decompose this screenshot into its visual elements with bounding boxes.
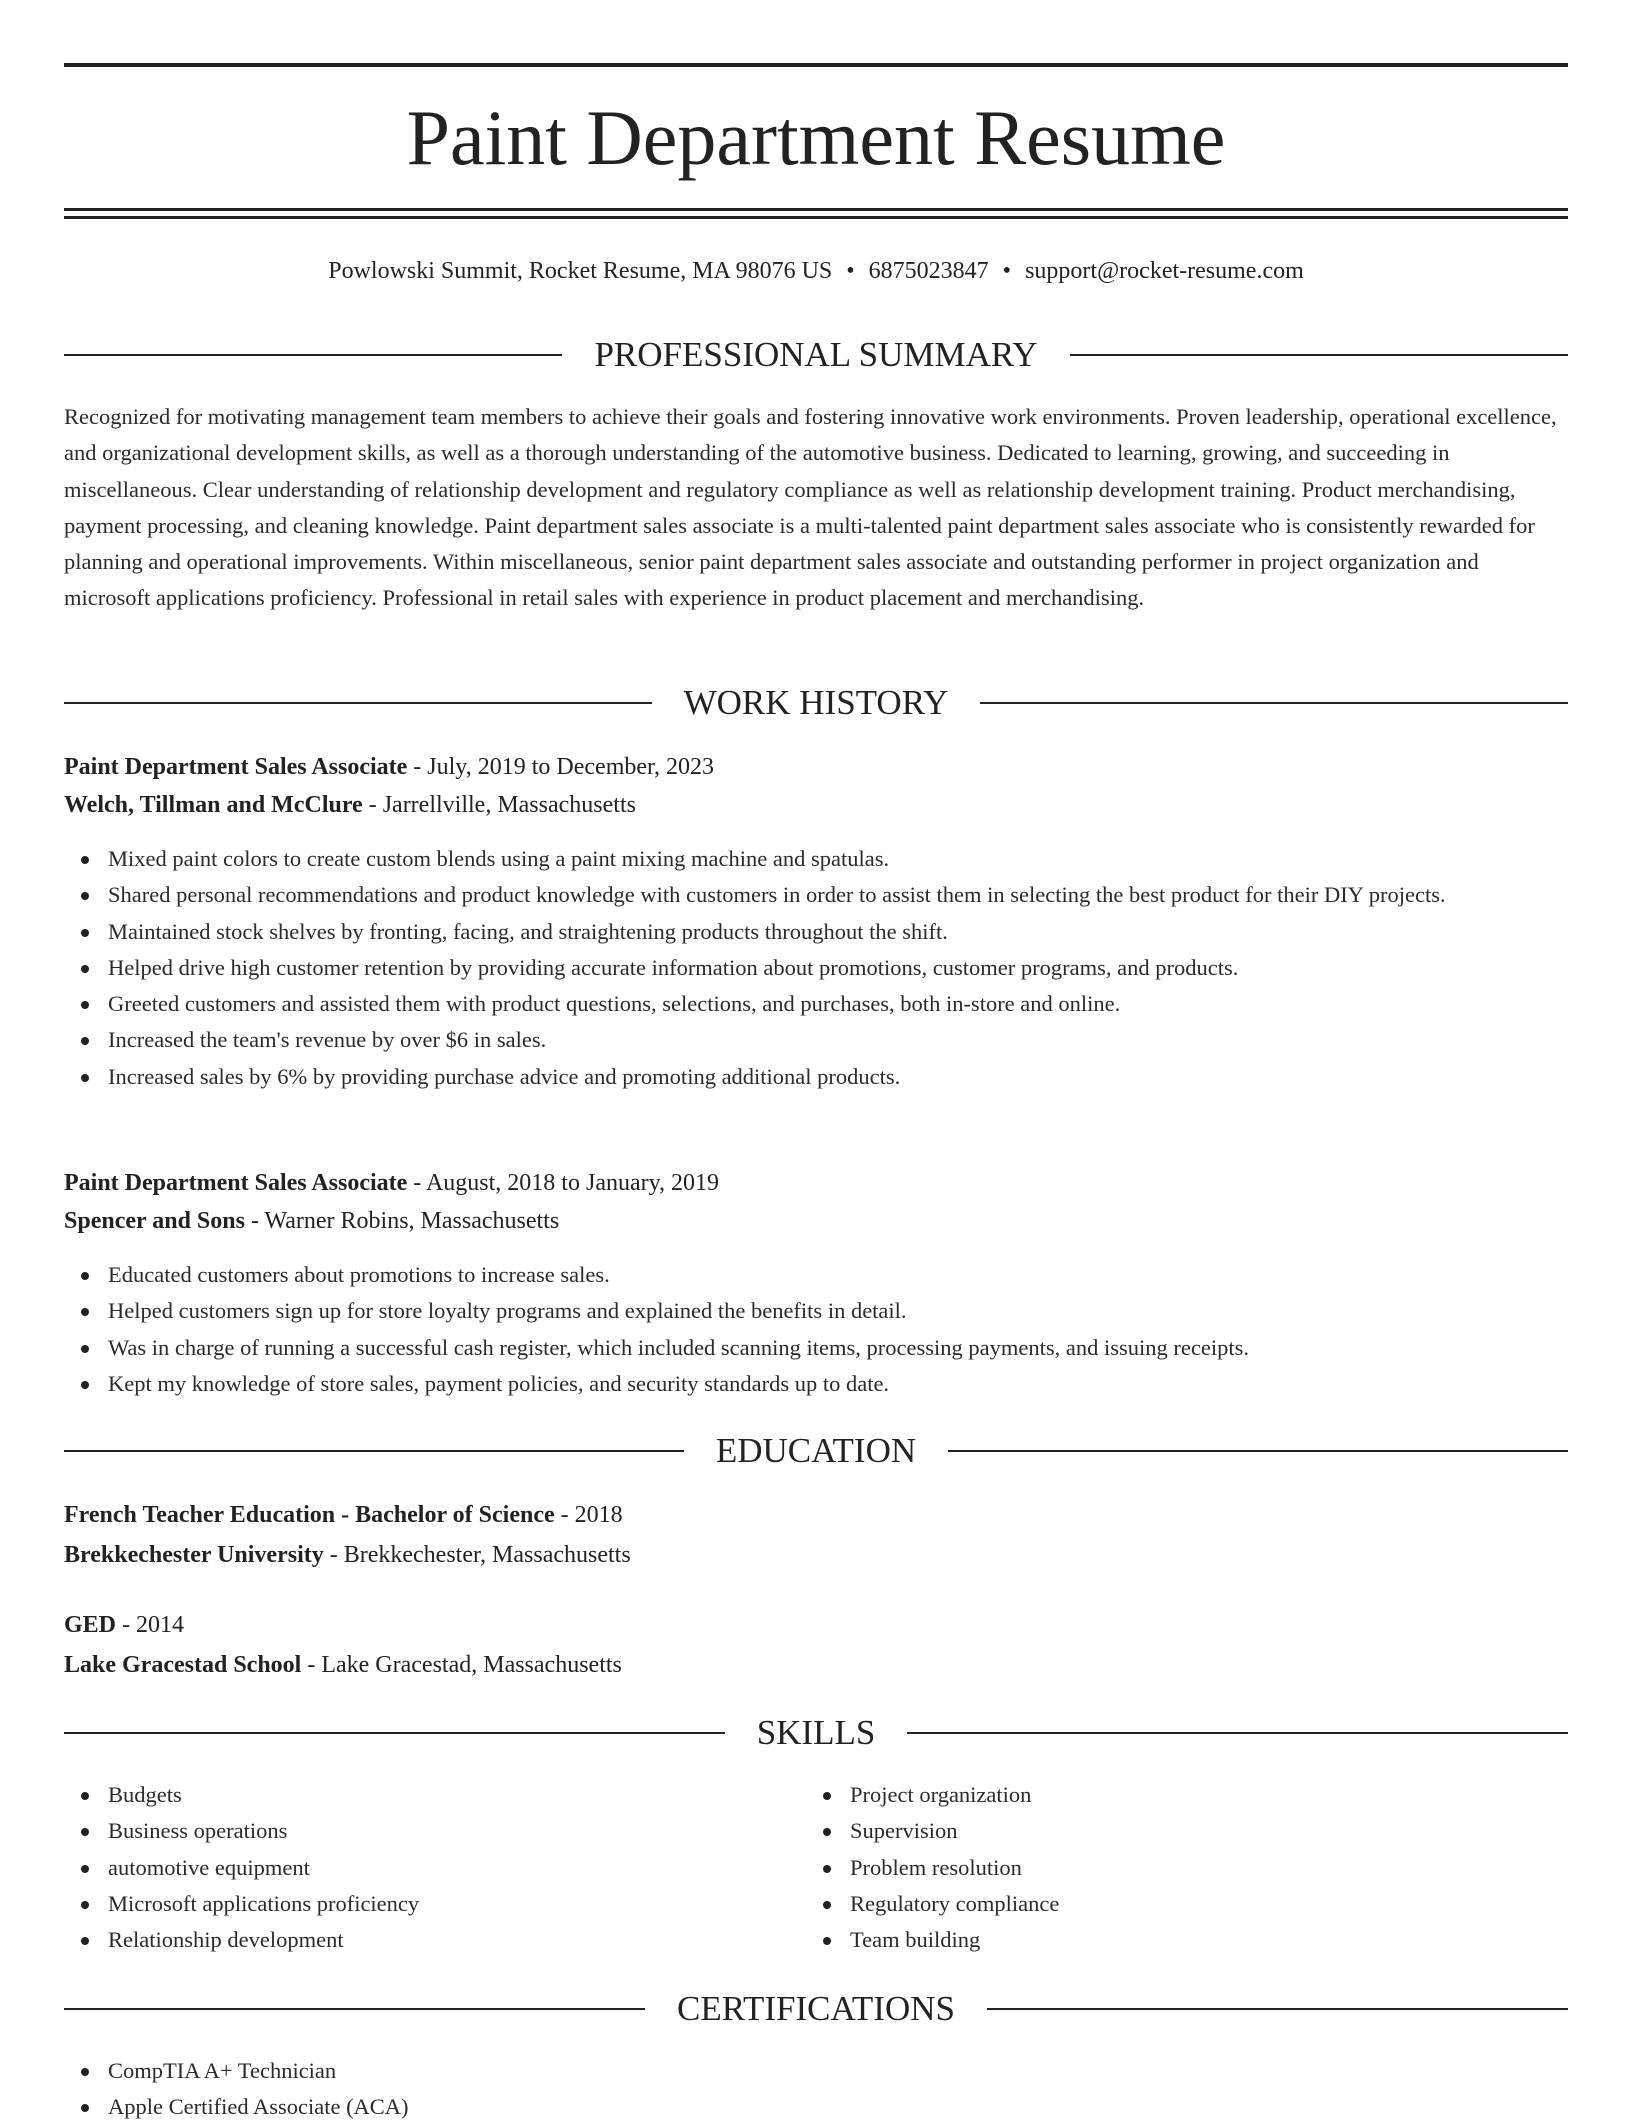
list-item: Was in charge of running a successful cash register, which included scanning items, processing payments, and issuing receipts. (108, 1330, 1568, 1366)
section-rule (64, 2008, 645, 2010)
education-year: - 2014 (116, 1612, 185, 1638)
job-company-line (64, 786, 1568, 824)
list-item: Educated customers about promotions to increase sales. (108, 1257, 1568, 1293)
list-item: Kept my knowledge of store sales, payment policies, and security standards up to date. (108, 1366, 1568, 1402)
section-rule (907, 1732, 1568, 1734)
section-title: CERTIFICATIONS (677, 1989, 955, 2028)
job-bullets (64, 1257, 1568, 1402)
contact-email: support@rocket-resume.com (1025, 258, 1304, 284)
list-item: Business operations (108, 1813, 1568, 1849)
section-rule (1070, 354, 1568, 356)
title-double-rule-lower (64, 216, 1568, 219)
education-degree: French Teacher Education - Bachelor of Science (64, 1502, 555, 1528)
section-rule (64, 354, 562, 356)
education-degree-line (64, 1496, 1568, 1534)
list-item: Project organization (850, 1777, 1632, 1813)
list-item: Increased the team's revenue by over $6 in sales. (108, 1022, 1568, 1058)
top-rule (64, 63, 1568, 67)
list-item: Apple Certified Associate (ACA) (108, 2089, 1568, 2125)
list-item: Microsoft applications proficiency (108, 1886, 1568, 1922)
job-dates: - July, 2019 to December, 2023 (407, 754, 715, 780)
section-rule (64, 1450, 684, 1452)
page-title: Paint Department Resume (406, 94, 1226, 181)
education-location: - Lake Gracestad, Massachusetts (301, 1652, 622, 1678)
section-header-education (64, 1429, 1568, 1473)
list-item: CompTIA A+ Technician (108, 2053, 1568, 2089)
job-dates: - August, 2018 to January, 2019 (407, 1170, 720, 1196)
job-title-line (64, 748, 1568, 786)
section-title: PROFESSIONAL SUMMARY (594, 335, 1038, 374)
summary-paragraph: Recognized for motivating management team members to achieve their goals and fostering innovative work environments. Proven leadership, operational excellence, and organizational development skills, as well as a thorough understanding of the automotive business. Dedicated to learning, growing, and succeeding in miscellaneous. Clear understanding of relationship development and regulatory compliance as well as relationship development training. Product merchandising, payment processing, and cleaning knowledge. Paint department sales associate is a multi-talented paint department sales associate who is consistently rewarded for planning and operational improvements. Within miscellaneous, senior paint department sales associate and outstanding performer in project organization and microsoft applications proficiency. Professional in retail sales with experience in product placement and merchandising. (64, 404, 1557, 611)
education-location: - Brekkechester, Massachusetts (323, 1542, 631, 1568)
list-item: automotive equipment (108, 1850, 1568, 1886)
list-item: Maintained stock shelves by fronting, facing, and straightening products throughout the shift. (108, 914, 1568, 950)
list-item: Shared personal recommendations and product knowledge with customers in order to assist them in selecting the best product for their DIY projects. (108, 877, 1568, 913)
job-bullets (64, 841, 1568, 1095)
title-double-rule-upper (64, 208, 1568, 211)
job-location: - Warner Robins, Massachusetts (244, 1208, 560, 1234)
education-school-line (64, 1536, 1568, 1574)
contact-address: Powlowski Summit, Rocket Resume, MA 98076 US (328, 258, 833, 284)
contact-phone: 6875023847 (868, 258, 989, 284)
contact-separator: • (846, 258, 855, 284)
education-degree-line (64, 1606, 1568, 1644)
list-item: Problem resolution (850, 1850, 1632, 1886)
job-company-line (64, 1202, 1568, 1240)
list-item: Team building (850, 1922, 1632, 1958)
contact-line (64, 254, 1568, 288)
section-title: EDUCATION (715, 1431, 917, 1470)
education-school: Brekkechester University (64, 1542, 324, 1568)
section-rule (64, 702, 652, 704)
education-year: - 2018 (554, 1502, 623, 1528)
section-title: SKILLS (756, 1713, 876, 1752)
job-company: Welch, Tillman and McClure (64, 792, 363, 818)
job-title-line (64, 1164, 1568, 1202)
list-item: Supervision (850, 1813, 1632, 1849)
certifications-list (64, 2053, 1568, 2126)
education-school: Lake Gracestad School (64, 1652, 302, 1678)
list-item: Increased sales by 6% by providing purchase advice and promoting additional products. (108, 1059, 1568, 1095)
education-school-line (64, 1646, 1568, 1684)
section-header-skills (64, 1711, 1568, 1755)
job-company: Spencer and Sons (64, 1208, 245, 1234)
skills-list-right (806, 1777, 1632, 1958)
section-header-work-history (64, 681, 1568, 725)
section-rule (948, 1450, 1568, 1452)
section-header-summary (64, 333, 1568, 377)
list-item: Relationship development (108, 1922, 1568, 1958)
job-location: - Jarrellville, Massachusetts (362, 792, 636, 818)
education-degree: GED (64, 1612, 117, 1638)
contact-separator: • (1002, 258, 1012, 284)
section-rule (64, 1732, 725, 1734)
job-title: Paint Department Sales Associate (64, 754, 408, 780)
list-item: Helped customers sign up for store loyalty programs and explained the benefits in detail. (108, 1293, 1568, 1329)
list-item: Budgets (108, 1777, 1568, 1813)
list-item: Mixed paint colors to create custom blends using a paint mixing machine and spatulas. (108, 841, 1568, 877)
list-item: Regulatory compliance (850, 1886, 1632, 1922)
section-rule (980, 702, 1568, 704)
section-rule (987, 2008, 1568, 2010)
job-title: Paint Department Sales Associate (64, 1170, 408, 1196)
list-item: Helped drive high customer retention by providing accurate information about promotions, customer programs, and products. (108, 950, 1568, 986)
list-item: Greeted customers and assisted them with product questions, selections, and purchases, both in-store and online. (108, 986, 1568, 1022)
section-header-certifications (64, 1987, 1568, 2031)
section-title: WORK HISTORY (683, 683, 949, 722)
